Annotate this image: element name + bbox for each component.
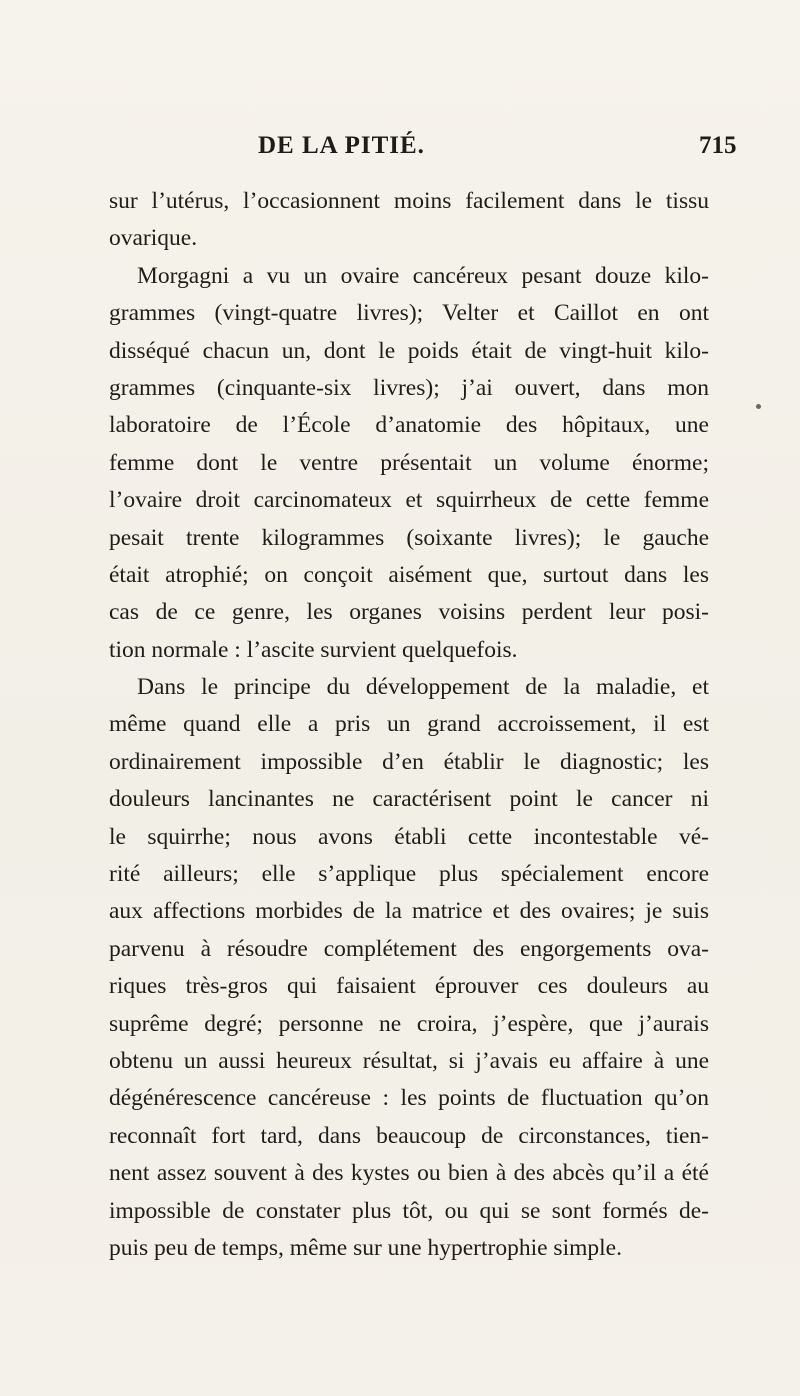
- page-header: [0, 132, 800, 172]
- text-line: aux affections morbides de la matrice et des ovaires; je suis: [109, 898, 709, 925]
- text-line: tion normale : l’ascite survient quelquefois.: [109, 636, 518, 663]
- text-line: reconnaît fort tard, dans beaucoup de circonstances, tien-: [109, 1122, 709, 1149]
- text-line: impossible de constater plus tôt, ou qui se sont formés de-: [109, 1197, 709, 1224]
- text-line: Morgagni a vu un ovaire cancéreux pesant douze kilo-: [137, 262, 709, 289]
- text-line: obtenu un aussi heureux résultat, si j’avais eu affaire à une: [109, 1047, 709, 1074]
- text-line: pesait trente kilogrammes (soixante livres); le gauche: [109, 524, 709, 551]
- text-line: le squirrhe; nous avons établi cette incontestable vé-: [109, 823, 709, 850]
- page-number: 715: [699, 132, 737, 159]
- body-text: [109, 183, 709, 1267]
- text-line: disséqué chacun un, dont le poids était de vingt-huit kilo-: [109, 337, 709, 364]
- text-line: sur l’utérus, l’occasionnent moins facilement dans le tissu: [109, 188, 709, 214]
- text-line: l’ovaire droit carcinomateux et squirrheux de cette femme: [109, 487, 709, 514]
- text-line: ovarique.: [109, 225, 198, 252]
- text-line: douleurs lancinantes ne caractérisent point le cancer ni: [109, 786, 709, 813]
- text-line: même quand elle a pris un grand accroissement, il est: [109, 711, 709, 738]
- text-line: nent assez souvent à des kystes ou bien à des abcès qu’il a été: [109, 1160, 709, 1187]
- text-line: dégénérescence cancéreuse : les points de fluctuation qu’on: [109, 1085, 709, 1112]
- text-line: suprême degré; personne ne croira, j’espère, que j’aurais: [109, 1010, 709, 1037]
- text-line: grammes (cinquante-six livres); j’ai ouvert, dans mon: [109, 374, 709, 401]
- text-line: Dans le principe du développement de la maladie, et: [137, 674, 709, 701]
- text-line: riques très-gros qui faisaient éprouver ces douleurs au: [109, 973, 709, 1000]
- text-line: femme dont le ventre présentait un volume énorme;: [109, 449, 709, 476]
- text-line: rité ailleurs; elle s’applique plus spécialement encore: [109, 861, 709, 888]
- text-line: cas de ce genre, les organes voisins perdent leur posi-: [109, 599, 709, 626]
- text-line: était atrophié; on conçoit aisément que, surtout dans les: [109, 561, 709, 588]
- text-line: ordinairement impossible d’en établir le diagnostic; les: [109, 748, 709, 775]
- text-line: puis peu de temps, même sur une hypertrophie simple.: [109, 1234, 622, 1261]
- running-title: DE LA PITIÉ.: [258, 132, 425, 159]
- text-line: parvenu à résoudre complétement des engorgements ova-: [109, 935, 709, 962]
- text-line: grammes (vingt-quatre livres); Velter et Caillot en ont: [109, 300, 709, 327]
- ink-speck: [756, 404, 761, 409]
- text-line: laboratoire de l’École d’anatomie des hôpitaux, une: [109, 412, 709, 439]
